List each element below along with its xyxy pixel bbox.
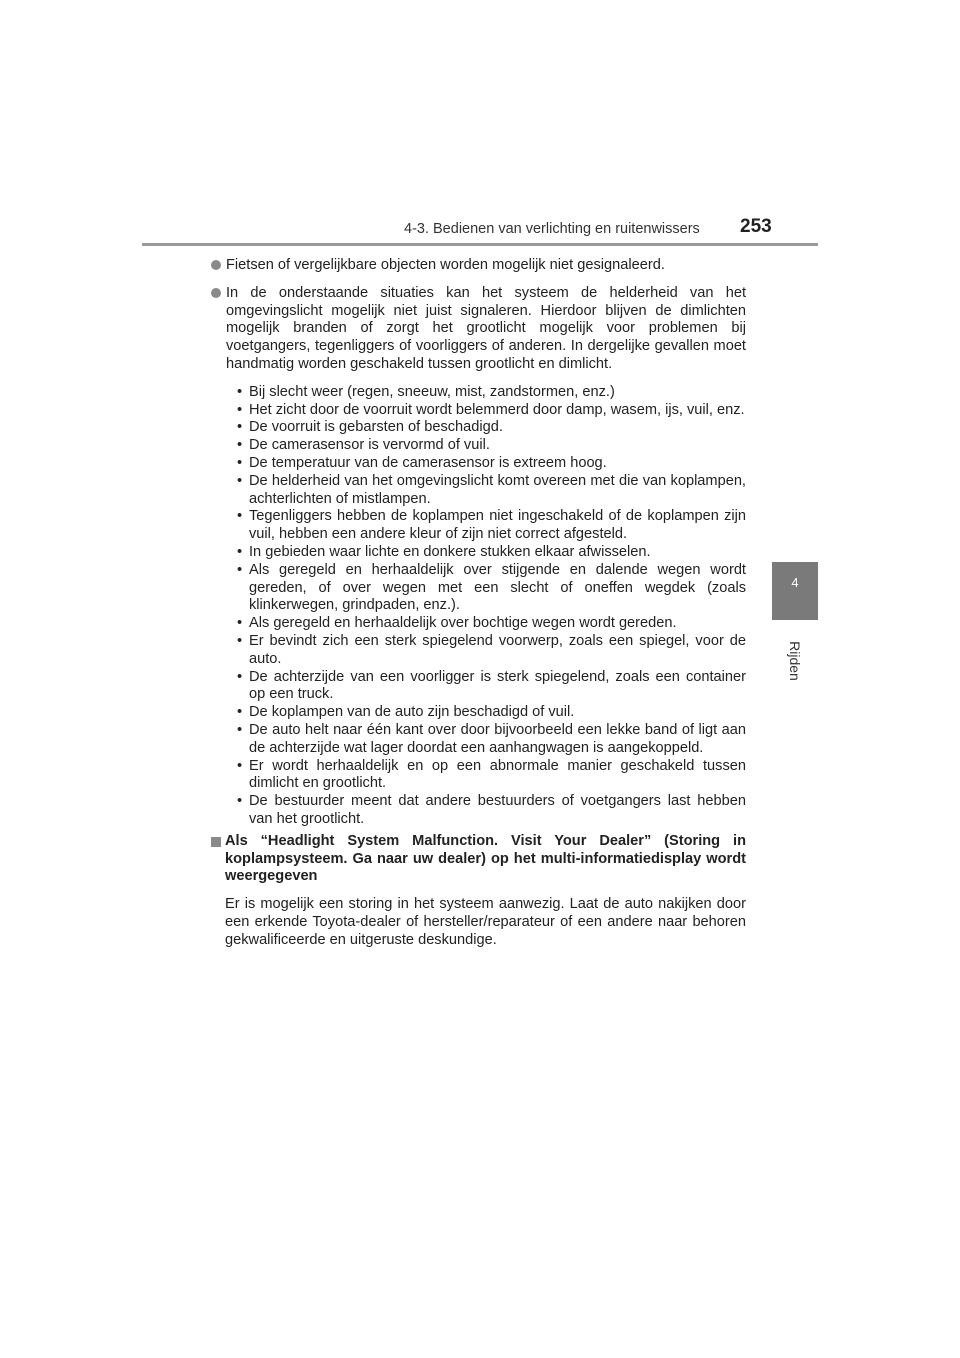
list-item-text: Tegenliggers hebben de koplampen niet ingeschakeld of de koplampen zijn vuil, hebben een andere kleur of zijn niet correct afgesteld.: [249, 508, 746, 543]
list-item: [237, 793, 746, 829]
list-item: [237, 633, 746, 669]
bullet-text: Fietsen of vergelijkbare objecten worden mogelijk niet gesignaleerd.: [226, 257, 665, 273]
list-bullet: •: [237, 793, 243, 810]
page-number: 253: [740, 216, 772, 237]
list-item: [237, 669, 746, 705]
list-item: [237, 562, 746, 615]
chapter-label-text: Rijden: [787, 641, 803, 681]
situation-list: [237, 384, 746, 829]
list-item-text: Het zicht door de voorruit wordt belemmerd door damp, wasem, ijs, vuil, enz.: [249, 401, 745, 418]
list-bullet: •: [237, 757, 243, 774]
list-item: [237, 473, 746, 509]
list-item: [237, 402, 746, 420]
header-section-title: 4-3. Bedienen van verlichting en ruitenwissers: [404, 221, 700, 237]
page-content: [211, 250, 746, 949]
list-item-text: De voorruit is gebarsten of beschadigd.: [249, 419, 503, 436]
list-item: [237, 722, 746, 758]
list-item-text: De koplampen van de auto zijn beschadigd of vuil.: [249, 704, 575, 721]
bullet-text: In de onderstaande situaties kan het systeem de helderheid van het omgevingslicht mogelijk niet juist signaleren. Hierdoor blijven de dimlichten mogelijk branden of zorgt het grootlicht mogelijk voor problemen bij voetgangers, tegenliggers of voorliggers of anderen. In dergelijke gevallen moet handmatig worden geschakeld tussen grootlicht en dimlicht.: [226, 284, 746, 372]
bullet-paragraph: [211, 257, 746, 275]
chapter-number: 4: [791, 575, 799, 590]
list-bullet: •: [237, 437, 243, 454]
list-item-text: De camerasensor is vervormd of vuil.: [249, 437, 490, 454]
list-bullet: •: [237, 401, 243, 418]
list-item-text: De auto helt naar één kant over door bijvoorbeeld een lekke band of ligt aan de achterzijde wat lager doordat een aanhangwagen is aangekoppeld.: [249, 721, 746, 756]
list-bullet: •: [237, 419, 243, 436]
list-item-text: De bestuurder meent dat andere bestuurders of voetgangers last hebben van het grootlicht.: [249, 793, 746, 827]
list-bullet: •: [237, 383, 243, 400]
list-bullet: •: [237, 615, 243, 632]
list-item-text: Als geregeld en herhaaldelijk over stijgende en dalende wegen wordt gereden, of over wegen met een slecht of oneffen wegdek (zoals klinkerwegen, grindpaden, enz.).: [249, 561, 746, 614]
list-item: [237, 508, 746, 544]
list-bullet: •: [237, 454, 243, 471]
list-item-text: De temperatuur van de camerasensor is extreem hoog.: [249, 454, 607, 471]
header-rule: [142, 243, 818, 246]
list-item-text: In gebieden waar lichte en donkere stukken elkaar afwisselen.: [249, 543, 651, 560]
chapter-label: [782, 631, 808, 691]
list-item-text: Er bevindt zich een sterk spiegelend voorwerp, zoals een spiegel, voor de auto.: [249, 632, 746, 667]
list-bullet: •: [237, 561, 243, 578]
section-heading-text: Als “Headlight System Malfunction. Visit Your Dealer” (Storing in koplampsysteem. Ga naar uw dealer) op het multi-informatiedisplay wordt weergegeven: [225, 832, 746, 885]
list-item: [237, 419, 746, 437]
list-item: [237, 455, 746, 473]
chapter-tab: [772, 562, 818, 620]
list-item-text: Er wordt herhaaldelijk en op een abnormale manier geschakeld tussen dimlicht en grootlicht.: [249, 757, 746, 792]
list-bullet: •: [237, 472, 243, 489]
bullet-paragraph: [211, 285, 746, 374]
list-item-text: De helderheid van het omgevingslicht komt overeen met die van koplampen, achterlichten of mistlampen.: [249, 472, 746, 507]
list-item-text: De achterzijde van een voorligger is sterk spiegelend, zoals een container op een truck.: [249, 668, 746, 703]
list-bullet: •: [237, 721, 243, 738]
list-bullet: •: [237, 632, 243, 649]
bullet-dot-icon: [211, 288, 221, 298]
square-bullet-icon: [211, 837, 221, 847]
list-bullet: •: [237, 543, 243, 560]
list-item: [237, 758, 746, 794]
list-item: [237, 544, 746, 562]
list-bullet: •: [237, 508, 243, 525]
list-item-text: Als geregeld en herhaaldelijk over bochtige wegen wordt gereden.: [249, 615, 677, 632]
section-heading: [211, 833, 746, 886]
list-item-text: Bij slecht weer (regen, sneeuw, mist, zandstormen, enz.): [249, 383, 615, 400]
list-item: [237, 437, 746, 455]
list-item: [237, 384, 746, 402]
list-bullet: •: [237, 668, 243, 685]
section-body: Er is mogelijk een storing in het systeem aanwezig. Laat de auto nakijken door een erkende Toyota-dealer of hersteller/reparateur of een andere naar behoren gekwalificeerde en uitgeruste deskundige.: [225, 896, 746, 948]
list-item: [237, 615, 746, 633]
bullet-dot-icon: [211, 260, 221, 270]
list-item: [237, 704, 746, 722]
list-bullet: •: [237, 704, 243, 721]
